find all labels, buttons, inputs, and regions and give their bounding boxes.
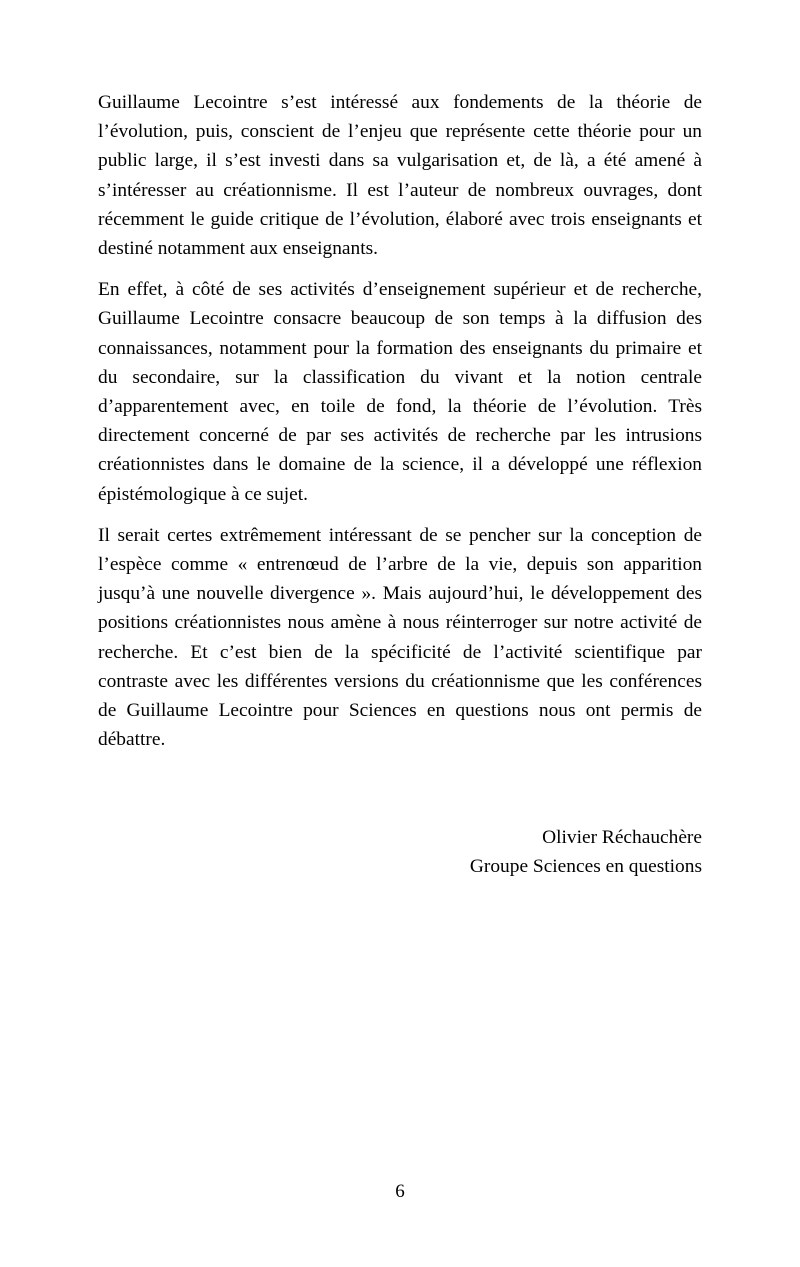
paragraph-3: Il serait certes extrêmement intéressant de se pencher sur la conception de l’espèce comme « entrenœud de l’arbre de la vie, depuis son apparition jusqu’à une nouvelle divergence ». Mais aujourd’hui, le développement des positions créationnistes nous amène à nous réinterroger sur notre activité de recherche. Et c’est bien de la spécificité de l’activité scientifique par contraste avec les différentes versions du créationnisme que les conférences de Guillaume Lecointre pour Sciences en questions nous ont permis de débattre.	[98, 524, 702, 751]
body-text	[98, 88, 702, 754]
page-number: 6	[395, 1181, 405, 1202]
paragraph-2: En effet, à côté de ses activités d’enseignement supérieur et de recherche, Guillaume Lecointre consacre beaucoup de son temps à la diffusion des connaissances, notamment pour la formation des enseignants du primaire et du secondaire, sur la classification du vivant et la notion centrale d’apparentement avec, en toile de fond, la théorie de l’évolution. Très directement concerné de par ses activités de recherche par les intrusions créationnistes dans le domaine de la science, il a développé une réflexion épistémologique à ce sujet.	[98, 279, 702, 505]
signature-author: Olivier Réchauchère	[542, 827, 702, 848]
signature-block	[98, 823, 702, 881]
paragraph-1: Guillaume Lecointre s’est intéressé aux fondements de la théorie de l’évolution, puis, conscient de l’enjeu que représente cette théorie pour un public large, il s’est investi dans sa vulgarisation et, de là, a été amené à s’intéresser au créationnisme. Il est l’auteur de nombreux ouvrages, dont récemment le guide critique de l’évolution, élaboré avec trois enseignants et destiné notamment aux enseignants.	[98, 92, 702, 260]
signature-affiliation: Groupe Sciences en questions	[469, 856, 702, 878]
